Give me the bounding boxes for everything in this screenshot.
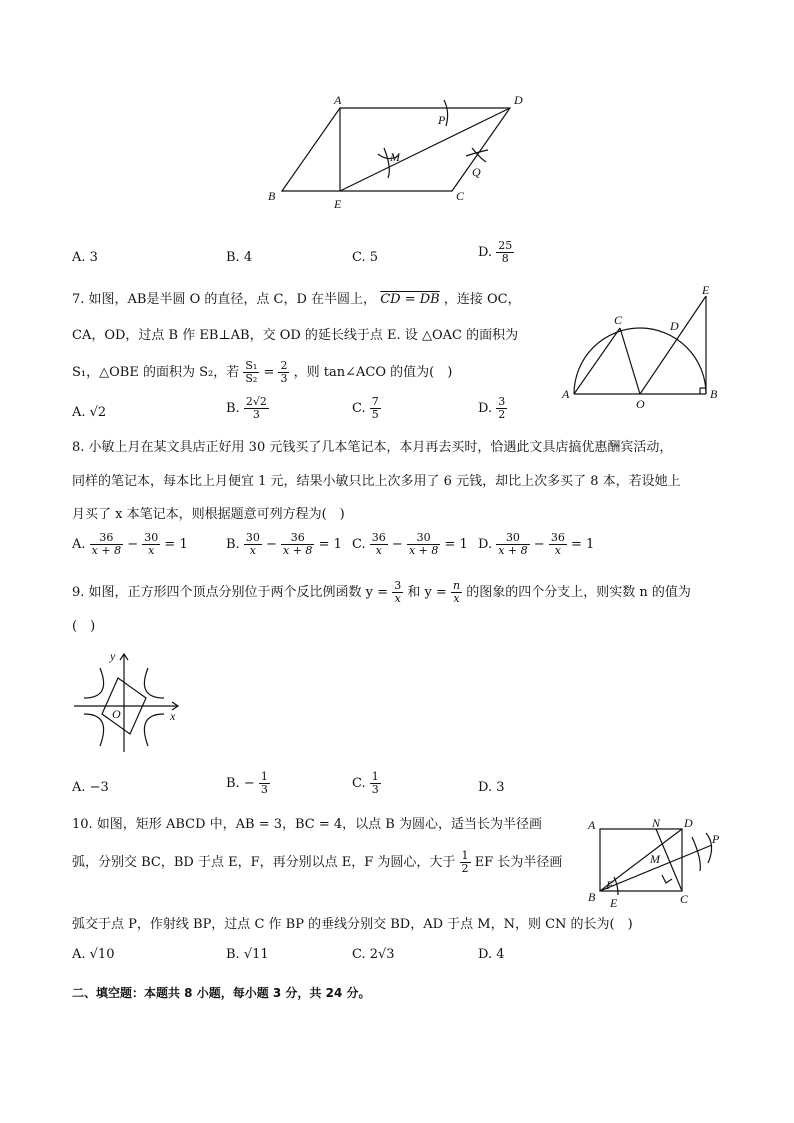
q8-c-prefix: C. xyxy=(352,537,366,552)
fig10-label-c: C xyxy=(680,892,689,906)
q7-line-1b: ，连接 OC， xyxy=(443,292,521,307)
q8-c-d2: x + 8 xyxy=(408,544,439,557)
fig6-label-c: C xyxy=(456,189,465,203)
q8-b-rhs: = 1 xyxy=(318,537,342,552)
q8-line-2: 同样的笔记本，每本比上月便宜 1 元，结果小敏只比上次多用了 6 元钱，却比上次多买了 8 本，若设她上 xyxy=(72,474,681,489)
q8-d-d2: x xyxy=(554,544,561,557)
q8-a-frac2 xyxy=(142,532,160,557)
q9-line-1b: 和 y = xyxy=(407,585,447,600)
fig9-label-y: y xyxy=(110,649,116,663)
q8-line-1: 8. 小敏上月在某文具店正好用 30 元钱买了几本笔记本，本月再去买时，恰遇此文具店搞优惠酬宾活动， xyxy=(72,440,673,455)
q10-half-fraction xyxy=(460,850,471,875)
q9-option-c[interactable] xyxy=(352,771,381,796)
q6-d-den: 8 xyxy=(501,252,509,265)
q7-option-d-prefix: D. xyxy=(478,401,493,416)
q8-a-d2: x xyxy=(148,544,155,557)
q10-line-1: 10. 如图，矩形 ABCD 中，AB = 3，BC = 4，以点 B 为圆心，适当长为半径画 xyxy=(72,817,542,832)
q7-option-b-prefix: B. xyxy=(226,401,240,416)
fig7-label-o: O xyxy=(636,397,645,411)
q9-line-2: ( ) xyxy=(72,619,96,634)
q8-a-n2: 30 xyxy=(144,531,159,544)
q7-value-num: 2 xyxy=(280,359,288,372)
fig6-label-q: Q xyxy=(472,165,481,179)
q7-line-3b: ，则 tan∠ACO 的值为( ) xyxy=(293,365,453,380)
q6-option-d-fraction xyxy=(496,240,514,265)
q7-option-b[interactable] xyxy=(226,396,269,421)
fig6-label-b: B xyxy=(268,189,276,203)
q8-d-rhs: = 1 xyxy=(570,537,595,552)
q8-b-n1: 30 xyxy=(245,531,260,544)
q8-option-a[interactable] xyxy=(72,532,188,557)
q8-c-frac2 xyxy=(407,532,440,557)
q9-f1-num: 3 xyxy=(394,579,402,592)
q8-d-prefix: D. xyxy=(478,537,493,552)
fig6-label-e: E xyxy=(334,197,342,210)
fig10-label-d: D xyxy=(684,816,693,830)
fig9-label-x: x xyxy=(170,709,176,723)
q7-b-den: 3 xyxy=(252,408,260,421)
q8-c-n1: 36 xyxy=(371,531,386,544)
fig10-label-e: E xyxy=(610,896,618,910)
q7-line-3a: S₁，△OBE 的面积为 S₂，若 xyxy=(72,365,240,380)
q10-rectangle-figure xyxy=(584,815,724,910)
q10-half-num: 1 xyxy=(461,849,469,862)
q7-d-den: 2 xyxy=(498,408,506,421)
q7-option-c-fraction xyxy=(370,396,381,421)
q7-line-2: CA，OD，过点 B 作 EB⊥AB，交 OD 的延长线于点 E. 设 △OAC 的面积为 xyxy=(72,328,519,343)
q10-option-a[interactable]: A. √10 xyxy=(72,947,115,962)
q7-line-1a: 7. 如图，AB是半圆 O 的直径，点 C，D 在半圆上， xyxy=(72,292,377,307)
q8-b-n2: 36 xyxy=(281,532,314,545)
q8-a-d1: x + 8 xyxy=(91,544,122,557)
fig9-label-o: O xyxy=(112,707,121,721)
q7-value-den: 3 xyxy=(280,372,288,385)
q9-c-den: 3 xyxy=(371,783,379,796)
q8-d-frac2 xyxy=(549,532,567,557)
q6-option-b[interactable]: B. 4 xyxy=(226,250,253,265)
q7-option-d[interactable] xyxy=(478,396,507,421)
q8-a-rhs: = 1 xyxy=(164,537,188,552)
q7-ratio-den: S₂ xyxy=(245,372,258,385)
fig7-label-a: A xyxy=(562,387,570,401)
q8-a-op: − xyxy=(127,537,139,552)
q8-d-n2: 36 xyxy=(550,531,565,544)
q6-parallelogram-figure xyxy=(260,90,540,210)
q8-d-d1: x + 8 xyxy=(498,544,528,557)
q9-b-fraction xyxy=(259,771,270,796)
q7-c-num: 7 xyxy=(371,395,379,408)
q8-b-d1: x xyxy=(249,544,256,557)
fig10-label-p: P xyxy=(712,832,720,846)
q7-option-d-fraction xyxy=(496,396,507,421)
q9-fraction-2 xyxy=(451,580,462,605)
fig10-label-n: N xyxy=(652,816,661,830)
q7-c-den: 5 xyxy=(371,408,379,421)
q7-line-1 xyxy=(72,291,521,309)
q7-arc-equality: CD = DB xyxy=(380,292,440,307)
q9-option-a[interactable]: A. −3 xyxy=(72,780,109,795)
q9-fraction-1 xyxy=(392,580,403,605)
fig6-label-p: P xyxy=(438,113,446,127)
q7-line-3 xyxy=(72,360,452,385)
q9-line-1c: 的图象的四个分支上，则实数 n 的值为 xyxy=(466,585,691,600)
q6-option-d-prefix: D. xyxy=(478,245,493,260)
fig10-label-m: M xyxy=(650,852,660,866)
q9-line-1a: 9. 如图，正方形四个顶点分别位于两个反比例函数 y = xyxy=(72,585,389,600)
q7-option-a[interactable]: A. √2 xyxy=(72,405,107,420)
q10-line-3: 弧交于点 P，作射线 BP，过点 C 作 BP 的垂线分别交 BD，AD 于点 M，N，则 CN 的长为( ) xyxy=(72,917,633,932)
q9-f2-num: n xyxy=(452,579,461,592)
q8-c-op: − xyxy=(391,537,403,552)
q8-b-op: − xyxy=(265,537,277,552)
q6-option-c[interactable]: C. 5 xyxy=(352,250,379,265)
q7-option-b-fraction xyxy=(244,396,269,421)
q8-option-c[interactable] xyxy=(352,532,468,557)
q6-d-num: 25 xyxy=(498,239,513,252)
q9-hyperbola-figure xyxy=(72,648,184,756)
q8-b-d2: x + 8 xyxy=(283,544,313,557)
q10-half-den: 2 xyxy=(461,862,469,875)
q9-c-num: 1 xyxy=(371,770,379,783)
q8-d-frac1 xyxy=(496,532,529,557)
q10-line-2a: 弧，分别交 BC，BD 于点 E，F，再分别以点 E，F 为圆心，大于 xyxy=(72,855,456,870)
fig7-label-b: B xyxy=(710,387,718,401)
q9-f1-den: x xyxy=(394,592,401,605)
q7-equals: = xyxy=(263,365,275,380)
q7-d-num: 3 xyxy=(498,395,506,408)
fig6-label-m: M xyxy=(390,150,400,164)
q8-option-b[interactable] xyxy=(226,532,342,557)
q8-c-frac1 xyxy=(370,532,388,557)
q10-line-2 xyxy=(72,850,562,875)
q7-option-c-prefix: C. xyxy=(352,401,366,416)
q8-b-frac1 xyxy=(244,532,262,557)
q8-d-n1: 30 xyxy=(496,532,529,545)
fig10-label-a: A xyxy=(588,818,596,832)
q8-a-frac1 xyxy=(90,532,123,557)
q10-line-2b: EF 长为半径画 xyxy=(474,855,563,870)
section-2-heading: 二、填空题：本题共 8 小题，每小题 3 分，共 24 分。 xyxy=(72,986,371,1000)
q7-value xyxy=(278,360,289,385)
q9-line-1 xyxy=(72,580,691,605)
q8-c-rhs: = 1 xyxy=(444,537,468,552)
q10-option-b[interactable]: B. √11 xyxy=(226,947,269,962)
q8-b-prefix: B. xyxy=(226,537,240,552)
q9-c-fraction xyxy=(370,771,381,796)
q8-option-d[interactable] xyxy=(478,532,594,557)
q8-a-prefix: A. xyxy=(72,537,86,552)
q7-option-c[interactable] xyxy=(352,396,381,421)
q7-semicircle-figure xyxy=(556,282,736,412)
q8-c-d1: x xyxy=(375,544,382,557)
fig7-label-d: D xyxy=(670,319,679,333)
q9-option-d[interactable]: D. 3 xyxy=(478,780,505,795)
fig7-label-e: E xyxy=(702,283,710,297)
q7-ratio-num: S₁ xyxy=(245,359,258,372)
q9-b-num: 1 xyxy=(260,770,268,783)
q9-c-prefix: C. xyxy=(352,776,366,791)
q9-f2-den: x xyxy=(453,592,460,605)
q8-line-3: 月买了 x 本笔记本，则根据题意可列方程为( ) xyxy=(72,507,345,522)
q8-d-op: − xyxy=(533,537,545,552)
fig6-label-a: A xyxy=(334,93,342,107)
fig7-label-c: C xyxy=(614,313,623,327)
q6-option-d[interactable] xyxy=(478,240,514,265)
q9-b-prefix: B. − xyxy=(226,776,255,791)
q6-option-a[interactable]: A. 3 xyxy=(72,250,98,265)
q10-option-d[interactable]: D. 4 xyxy=(478,947,505,962)
fig10-label-b: B xyxy=(588,890,596,904)
q7-b-num: 2√2 xyxy=(245,395,267,408)
q9-option-b[interactable] xyxy=(226,771,270,796)
q7-ratio xyxy=(243,360,259,385)
fig6-label-d: D xyxy=(514,93,523,107)
q8-a-n1: 36 xyxy=(90,532,123,545)
fig10-label-f: F xyxy=(606,878,614,892)
q8-c-n2: 30 xyxy=(407,532,440,545)
q10-option-c[interactable]: C. 2√3 xyxy=(352,947,395,962)
q8-b-frac2 xyxy=(281,532,314,557)
q9-b-den: 3 xyxy=(260,783,268,796)
